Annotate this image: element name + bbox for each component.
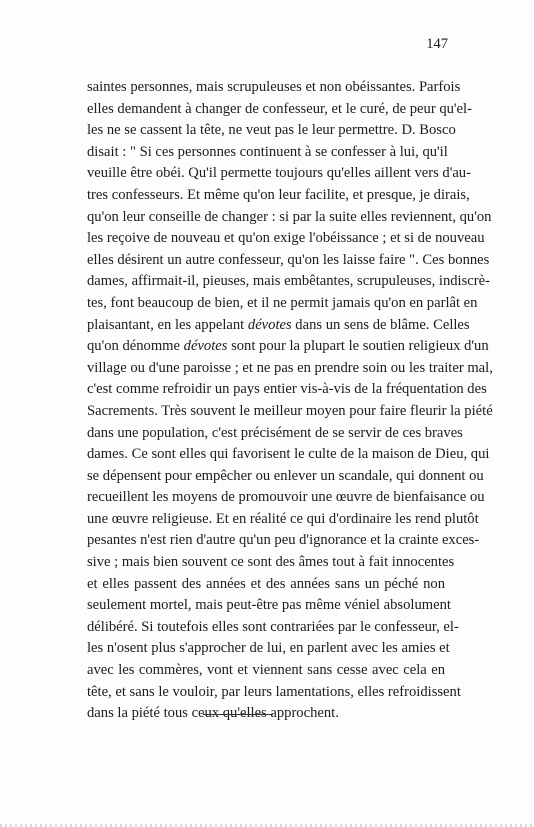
text-line (87, 530, 480, 552)
text-run: tres confesseurs. Et même qu'on leur facilite, et presque, je dirais, (87, 186, 470, 203)
text-run: elles demandent à changer de confesseur, et le curé, de peur qu'el- (87, 100, 472, 117)
text-run: dans la piété tous ceux qu'elles approchent. (87, 705, 339, 722)
text-run: recueillent les moyens de promouvoir une œuvre de bienfaisance ou (87, 489, 485, 506)
text-line (87, 401, 493, 423)
text-run: les reçoive de nouveau et qu'on exige l'obéissance ; et si de nouveau (87, 230, 485, 247)
text-run: se dépensent pour empêcher ou enlever un scandale, qui donnent ou (87, 467, 484, 484)
italic-term: dévotes (183, 338, 228, 355)
text-run: les ne se cassent la tête, ne veut pas le leur permettre. D. Bosco (87, 122, 456, 139)
text-line (87, 99, 472, 121)
text-line (87, 595, 451, 617)
text-run: dames, affirmait-il, pieuses, mais embêtantes, scrupuleuses, indiscrè- (87, 273, 490, 290)
text-line (87, 617, 459, 639)
text-line (87, 120, 456, 142)
text-line (87, 552, 455, 574)
page-number: 147 (426, 36, 448, 52)
text-line (87, 638, 450, 660)
text-line (87, 77, 461, 99)
text-line (87, 163, 471, 185)
text-line (87, 315, 470, 337)
text-line (87, 185, 470, 207)
text-run: qu'on dénomme (87, 338, 184, 355)
text-run: plaisantant, en les appelant (87, 316, 248, 333)
text-run: village ou d'une paroisse ; et ne pas en prendre soin ou les traiter mal, (87, 359, 493, 376)
text-line (87, 444, 490, 466)
text-line (87, 228, 485, 250)
text-run: dans un sens de blâme. Celles (291, 316, 470, 333)
text-line (87, 574, 445, 596)
text-line (87, 660, 445, 682)
text-run: saintes personnes, mais scrupuleuses et non obéissantes. Parfois (87, 79, 461, 95)
text-run: qu'on leur conseille de changer : si par la suite elles reviennent, qu'on (87, 208, 492, 225)
text-run: disait : " Si ces personnes continuent à se confesser à lui, qu'il (87, 143, 448, 160)
text-run: sive ; mais bien souvent ce sont des âmes tout à fait innocentes (87, 554, 455, 571)
text-run: c'est comme refroidir un pays entier vis-à-vis de la fréquentation des (87, 381, 487, 398)
text-run: dames. Ce sont elles qui favorisent le culte de la maison de Dieu, qui (87, 446, 490, 463)
text-run: avec les commères, vont et viennent sans cesse avec cela en (87, 662, 445, 679)
text-line (87, 423, 463, 445)
separator-rule (203, 714, 273, 715)
text-line (87, 379, 487, 401)
text-line (87, 509, 479, 531)
text-run: seulement mortel, mais peut-être pas même véniel absolument (87, 597, 451, 614)
text-run: Sacrements. Très souvent le meilleur moyen pour faire fleurir la piété (87, 402, 493, 419)
text-run: et elles passent des années et des années sans un péché non (87, 575, 445, 592)
text-line (87, 271, 490, 293)
text-run: dans une population, c'est précisément de se servir de ces braves (87, 424, 463, 441)
text-line (87, 250, 490, 272)
body-text (87, 77, 493, 725)
text-line (87, 358, 493, 380)
text-run: elles désirent un autre confesseur, qu'on les laisse faire ". Ces bonnes (87, 251, 490, 268)
text-line (87, 682, 461, 704)
text-run: pesantes n'est rien d'autre qu'un peu d'ignorance et la crainte exces- (87, 532, 480, 549)
text-run: tête, et sans le vouloir, par leurs lamentations, elles refroidissent (87, 683, 461, 700)
text-run: délibéré. Si toutefois elles sont contrariées par le confesseur, el- (87, 618, 459, 635)
text-line (87, 487, 485, 509)
text-line (87, 293, 478, 315)
text-line (87, 207, 492, 229)
text-run: une œuvre religieuse. Et en réalité ce qui d'ordinaire les rend plutôt (87, 510, 479, 527)
text-run: veuille être obéi. Qu'il permette toujours qu'elles aillent vers d'au- (87, 165, 471, 182)
text-run: les n'osent plus s'approcher de lui, en parlent avec les amies et (87, 640, 450, 657)
text-run: sont pour la plupart le soutien religieux d'un (227, 338, 489, 355)
text-line (87, 336, 489, 358)
italic-term: dévotes (247, 316, 292, 333)
text-line (87, 466, 484, 488)
text-line (87, 142, 448, 164)
text-run: tes, font beaucoup de bien, et il ne permit jamais qu'on en parlât en (87, 294, 478, 311)
